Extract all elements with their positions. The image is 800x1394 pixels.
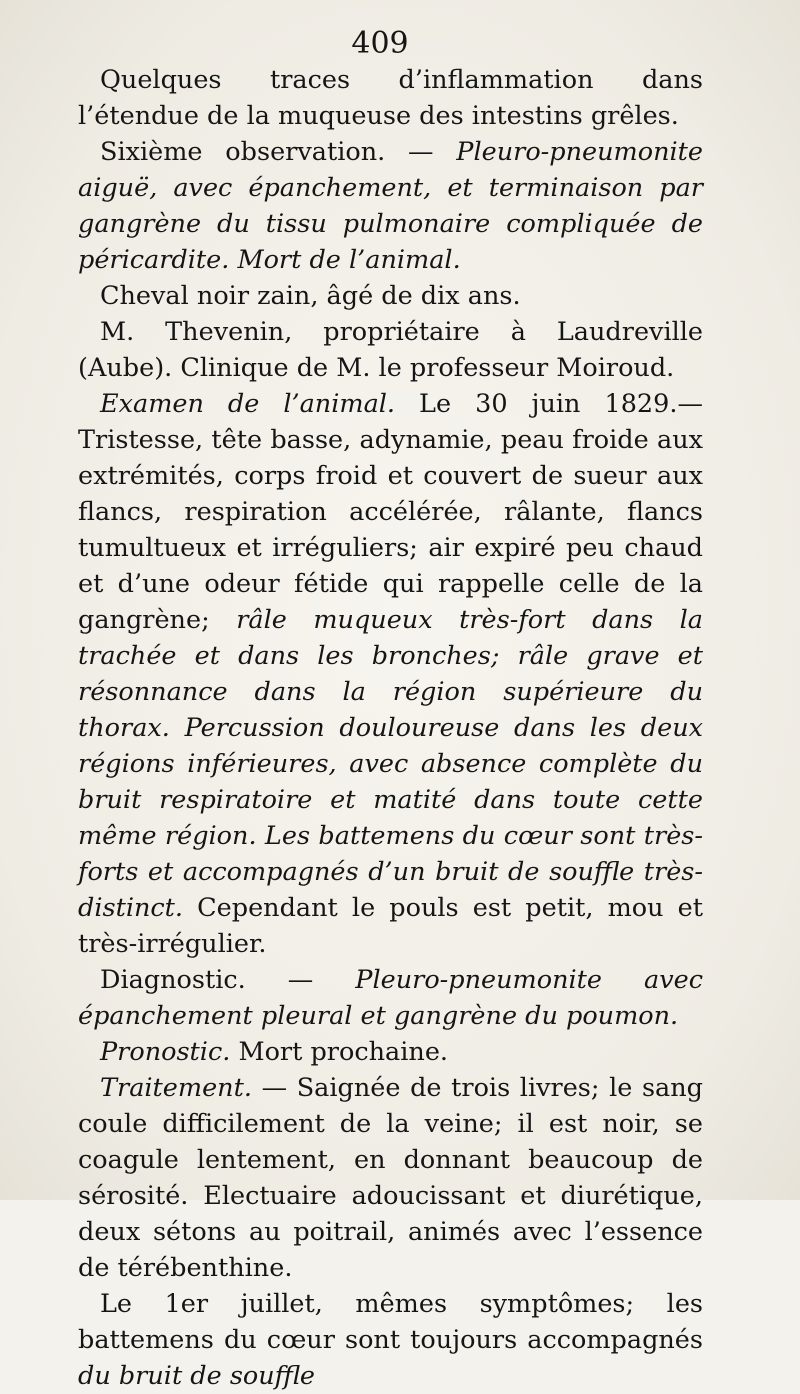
paragraph [78, 1286, 703, 1394]
paragraph [78, 1034, 703, 1070]
text-run: Le 1er juillet, mêmes symptômes; les battemens du cœur sont toujours accompagnés [78, 1289, 703, 1355]
paragraph [78, 1070, 703, 1286]
paragraph [78, 134, 703, 278]
paragraph [78, 386, 703, 962]
italic-text: Pronostic. [100, 1037, 231, 1067]
page-body [78, 62, 703, 1394]
italic-text: râle muqueux très-fort dans la trachée et dans les bronches; râle grave et résonnance dans la région supérieure du thorax. Percussion douloureuse dans les deux régions inférieures, avec absence complète du bruit respiratoire et matité dans toute cette même région. Les battemens du cœur sont très-forts et accompagnés d’un bruit de souffle très-distinct. [78, 605, 703, 923]
text-run: Mort prochaine. [230, 1037, 449, 1067]
page-number: 409 [351, 26, 409, 61]
paragraph [78, 962, 703, 1034]
italic-text: du bruit de souffle [78, 1361, 315, 1391]
italic-text: Pleuro-pneumonite avec épanchement pleural et gangrène du poumon. [78, 965, 703, 1031]
italic-text: Traitement. [100, 1073, 252, 1103]
text-run: Sixième observation. — [100, 137, 457, 167]
text-run: M. Thevenin, propriétaire à Laudreville (Aube). Clinique de M. le professeur Moiroud. [78, 317, 703, 383]
paragraph [78, 314, 703, 386]
text-run: Cependant le pouls est petit, mou et très-irrégulier. [78, 893, 703, 959]
text-run: Quelques traces d’inflammation dans l’étendue de la muqueuse des intestins grêles. [78, 65, 703, 131]
text-run: Le 30 juin 1829.— Tristesse, tête basse, adynamie, peau froide aux extrémités, corps froid et couvert de sueur aux flancs, respiration accélérée, râlante, flancs tumultueux et irréguliers; air expiré peu chaud et d’une odeur fétide qui rappelle celle de la gangrène; [78, 389, 703, 635]
text-run: — Saignée de trois livres; le sang coule difficilement de la veine; il est noir, se coagule lentement, en donnant beaucoup de sérosité. Electuaire adoucissant et diurétique, deux sétons au poitrail, animés avec l’essence de térébenthine. [78, 1073, 703, 1283]
italic-text: Examen de l’animal. [100, 389, 396, 419]
text-run: Cheval noir zain, âgé de dix ans. [100, 281, 521, 311]
italic-text: Pleuro-pneumonite aiguë, avec épanchement, et terminaison par gangrène du tissu pulmonaire compliquée de péricardite. Mort de l’animal. [78, 137, 703, 275]
paragraph [78, 62, 703, 134]
paragraph [78, 278, 703, 314]
text-run: Diagnostic. — [100, 965, 356, 995]
